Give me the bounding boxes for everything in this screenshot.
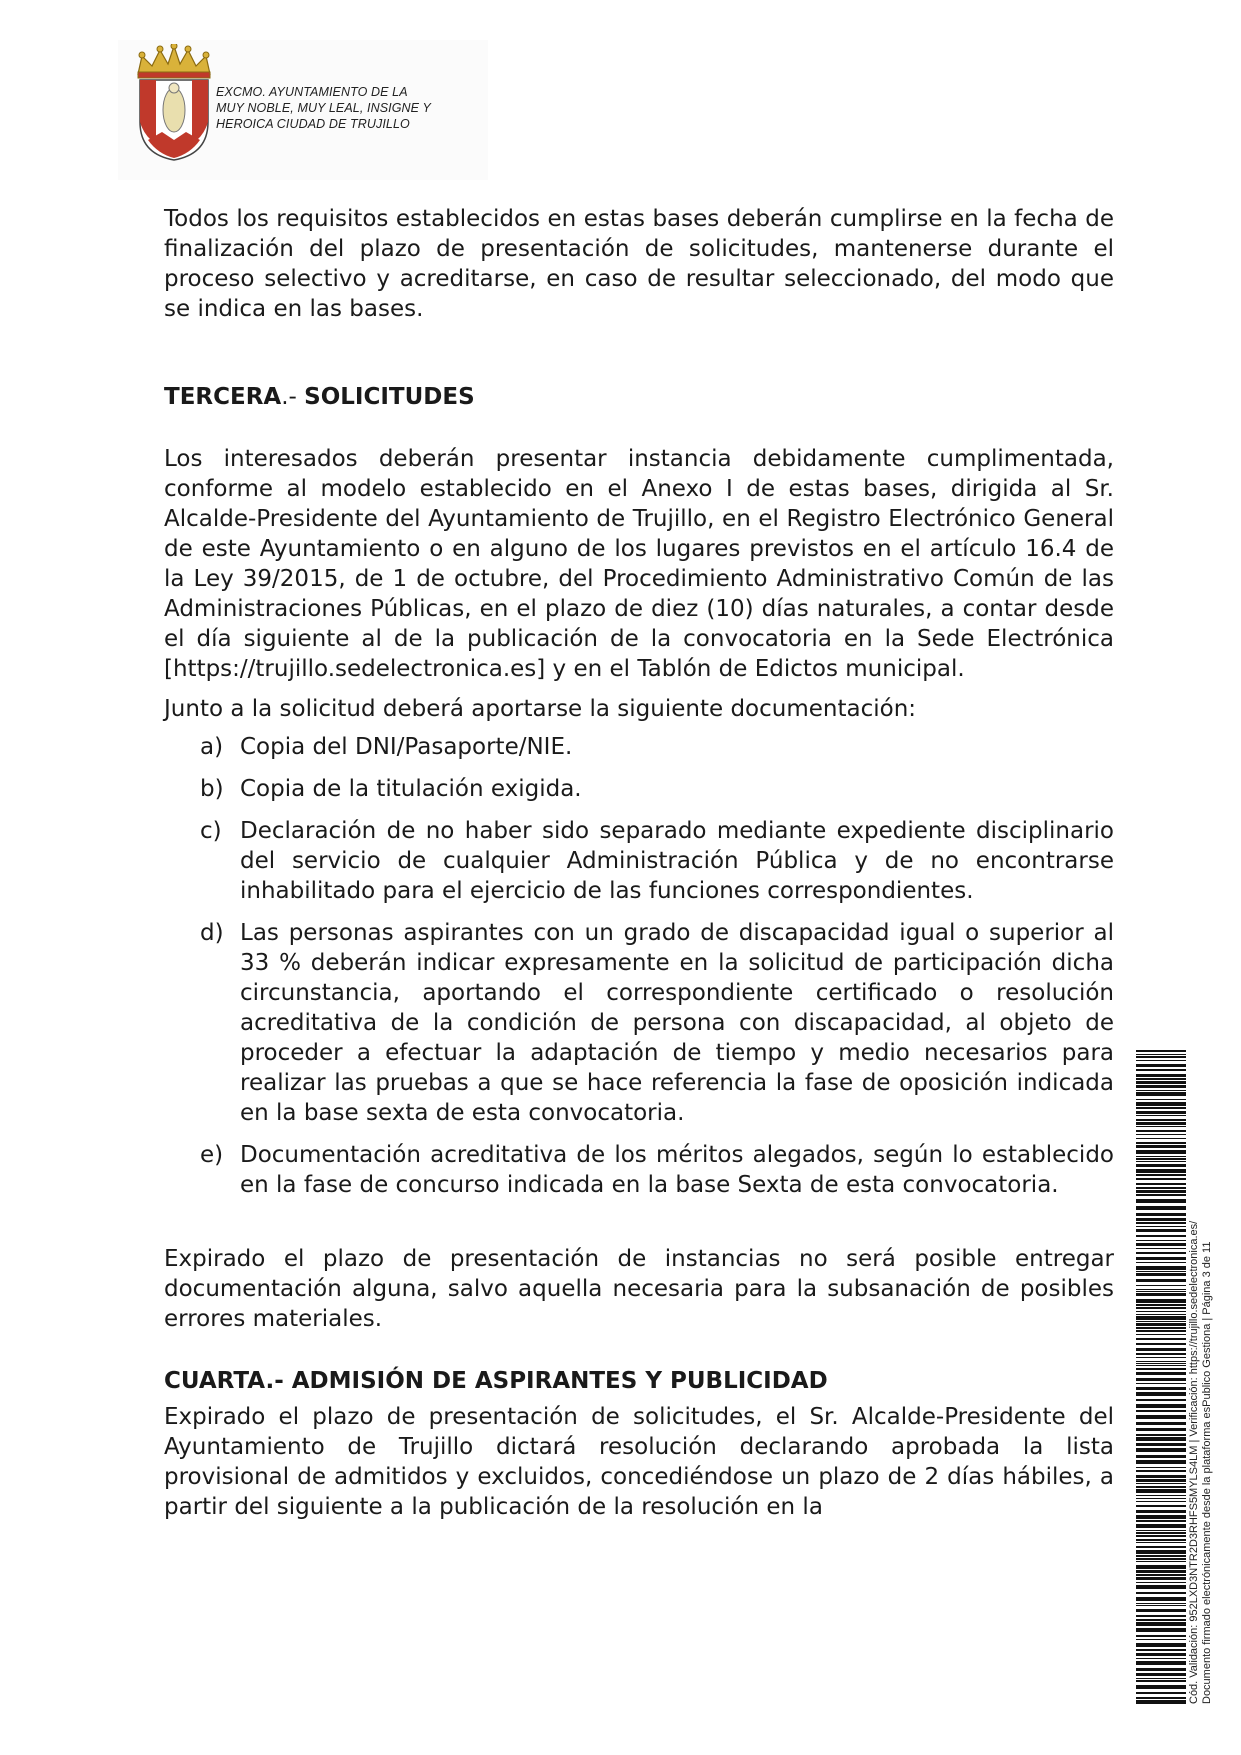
list-item-text: Copia de la titulación exigida. — [240, 776, 582, 802]
list-item — [164, 918, 1114, 1128]
list-item-text: Copia del DNI/Pasaporte/NIE. — [240, 734, 573, 760]
verification-line: Cód. Validación: 952LXD3NTR2D3RHFS5MYLS4LM | Verificación: https://trujillo.sedelectronica.es/ — [1188, 1220, 1200, 1704]
verification-strip — [1136, 1050, 1214, 1704]
municipality-name — [216, 84, 486, 132]
list-marker: d) — [200, 920, 224, 946]
header-line: EXCMO. AYUNTAMIENTO DE LA — [216, 85, 408, 99]
document-body — [164, 204, 1114, 1522]
intro-paragraph: Todos los requisitos establecidos en estas bases deberán cumplirse en la fecha de finalización del plazo de presentación de solicitudes, mantenerse durante el proceso selectivo y acreditarse, en caso de resultar seleccionado, del modo que se indica en las bases. — [164, 206, 1114, 322]
section-title: SOLICITUDES — [304, 384, 475, 410]
section-separator: .- — [281, 384, 305, 410]
list-item — [164, 1140, 1114, 1200]
list-marker: c) — [200, 818, 222, 844]
section-label: TERCERA — [164, 384, 282, 410]
barcode-icon — [1136, 1050, 1186, 1704]
verification-text — [1188, 1050, 1214, 1704]
section3-paragraph-2: Junto a la solicitud deberá aportarse la siguiente documentación: — [164, 696, 917, 722]
documentation-list — [164, 732, 1114, 1200]
section3-paragraph-1: Los interesados deberán presentar instancia debidamente cumplimentada, conforme al modelo establecido en el Anexo I de estas bases, dirigida al Sr. Alcalde-Presidente del Ayuntamiento de Trujillo, en el Registro Electrónico General de este Ayuntamiento o en alguno de los lugares previstos en el artículo 16.4 de la Ley 39/2015, de 1 de octubre, del Procedimiento Administrativo Común de las Administraciones Públicas, en el plazo de diez (10) días naturales, a contar desde el día siguiente al de la publicación de la convocatoria en la Sede Electrónica [https://trujillo.sedelectronica.es] y en el Tablón de Edictos municipal. — [164, 446, 1114, 682]
list-marker: b) — [200, 776, 224, 802]
list-item — [164, 732, 1114, 762]
header-line: MUY NOBLE, MUY LEAL, INSIGNE Y — [216, 101, 431, 115]
list-marker: e) — [200, 1142, 224, 1168]
section-heading-tercera — [164, 382, 1114, 412]
letterhead — [118, 40, 488, 180]
header-line: HEROICA CIUDAD DE TRUJILLO — [216, 117, 410, 131]
section3-paragraph-3: Expirado el plazo de presentación de instancias no será posible entregar documentación alguna, salvo aquella necesaria para la subsanación de posibles errores materiales. — [164, 1246, 1114, 1332]
verification-line: Documento firmado electrónicamente desde la plataforma esPublico Gestiona | Página 3 de 11 — [1201, 1241, 1213, 1704]
list-item-text: Documentación acreditativa de los méritos alegados, según lo establecido en la fase de concurso indicada en la base Sexta de esta convocatoria. — [240, 1142, 1114, 1198]
section-heading-cuarta: CUARTA.- ADMISIÓN DE ASPIRANTES Y PUBLICIDAD — [164, 1368, 828, 1394]
list-item-text: Declaración de no haber sido separado mediante expediente disciplinario del servicio de cualquier Administración Pública y de no encontrarse inhabilitado para el ejercicio de las funciones correspondientes. — [240, 818, 1114, 904]
list-item — [164, 774, 1114, 804]
list-item — [164, 816, 1114, 906]
section4-paragraph-1: Expirado el plazo de presentación de solicitudes, el Sr. Alcalde-Presidente del Ayuntamiento de Trujillo dictará resolución declarando aprobada la lista provisional de admitidos y excluidos, concediéndose un plazo de 2 días hábiles, a partir del siguiente a la publicación de la resolución en la — [164, 1404, 1114, 1520]
list-item-text: Las personas aspirantes con un grado de discapacidad igual o superior al 33 % deberán indicar expresamente en la solicitud de participación dicha circunstancia, aportando el correspondiente certificado o resolución acreditativa de la condición de persona con discapacidad, al objeto de proceder a efectuar la adaptación de tiempo y medio necesarios para realizar las pruebas a que se hace referencia la fase de oposición indicada en la base sexta de esta convocatoria. — [240, 920, 1114, 1126]
list-marker: a) — [200, 734, 224, 760]
coat-of-arms-icon — [132, 44, 216, 162]
